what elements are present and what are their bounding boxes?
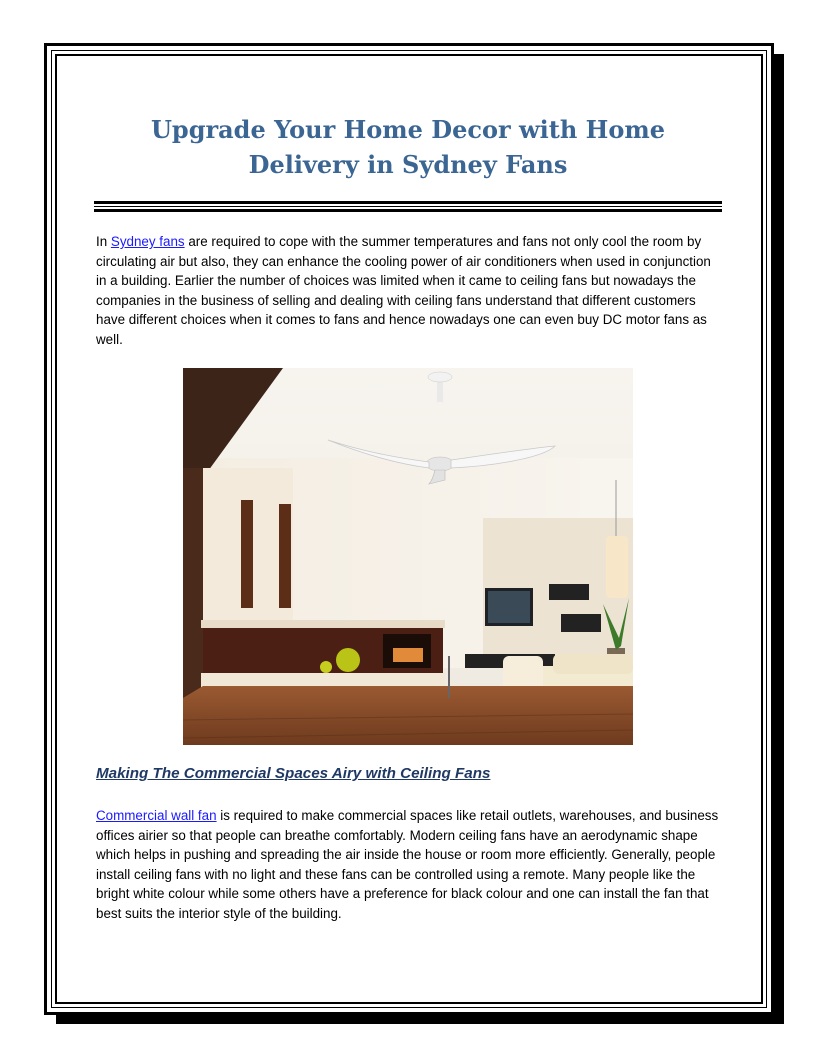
intro-paragraph bbox=[96, 232, 722, 349]
section-text: is required to make commercial spaces like retail outlets, warehouses, and business offices airier so that people can breathe comfortably. Modern ceiling fans have an aerodynamic shape which helps in pushing and spreading the air inside the house or room more efficiently. Generally, people install ceiling fans with no light and these fans can be controlled using a remote. Many people like the bright white colour while some others have a preference for black colour and one can install the fan that best suits the interior style of the building. bbox=[96, 808, 719, 921]
living-room-photo bbox=[183, 368, 633, 745]
intro-prefix: In bbox=[96, 234, 111, 249]
intro-text: are required to cope with the summer temperatures and fans not only cool the room by circulating air but also, they can enhance the cooling power of air conditioners when used in conjunction in a building. Earlier the number of choices was limited when it came to ceiling fans but nowadays the companies in the business of selling and dealing with ceiling fans understand that different customers have different choices when it comes to fans and hence nowadays one can even buy DC motor fans as well. bbox=[96, 234, 711, 347]
document-title: Upgrade Your Home Decor with Home Delivery in Sydney Fans bbox=[150, 115, 666, 179]
section-heading: Making The Commercial Spaces Airy with Ceiling Fans bbox=[96, 765, 491, 782]
title-divider bbox=[94, 201, 722, 213]
section-paragraph bbox=[96, 806, 722, 923]
commercial-wall-fan-link[interactable]: Commercial wall fan bbox=[96, 808, 217, 823]
sydney-fans-link[interactable]: Sydney fans bbox=[110, 234, 185, 249]
